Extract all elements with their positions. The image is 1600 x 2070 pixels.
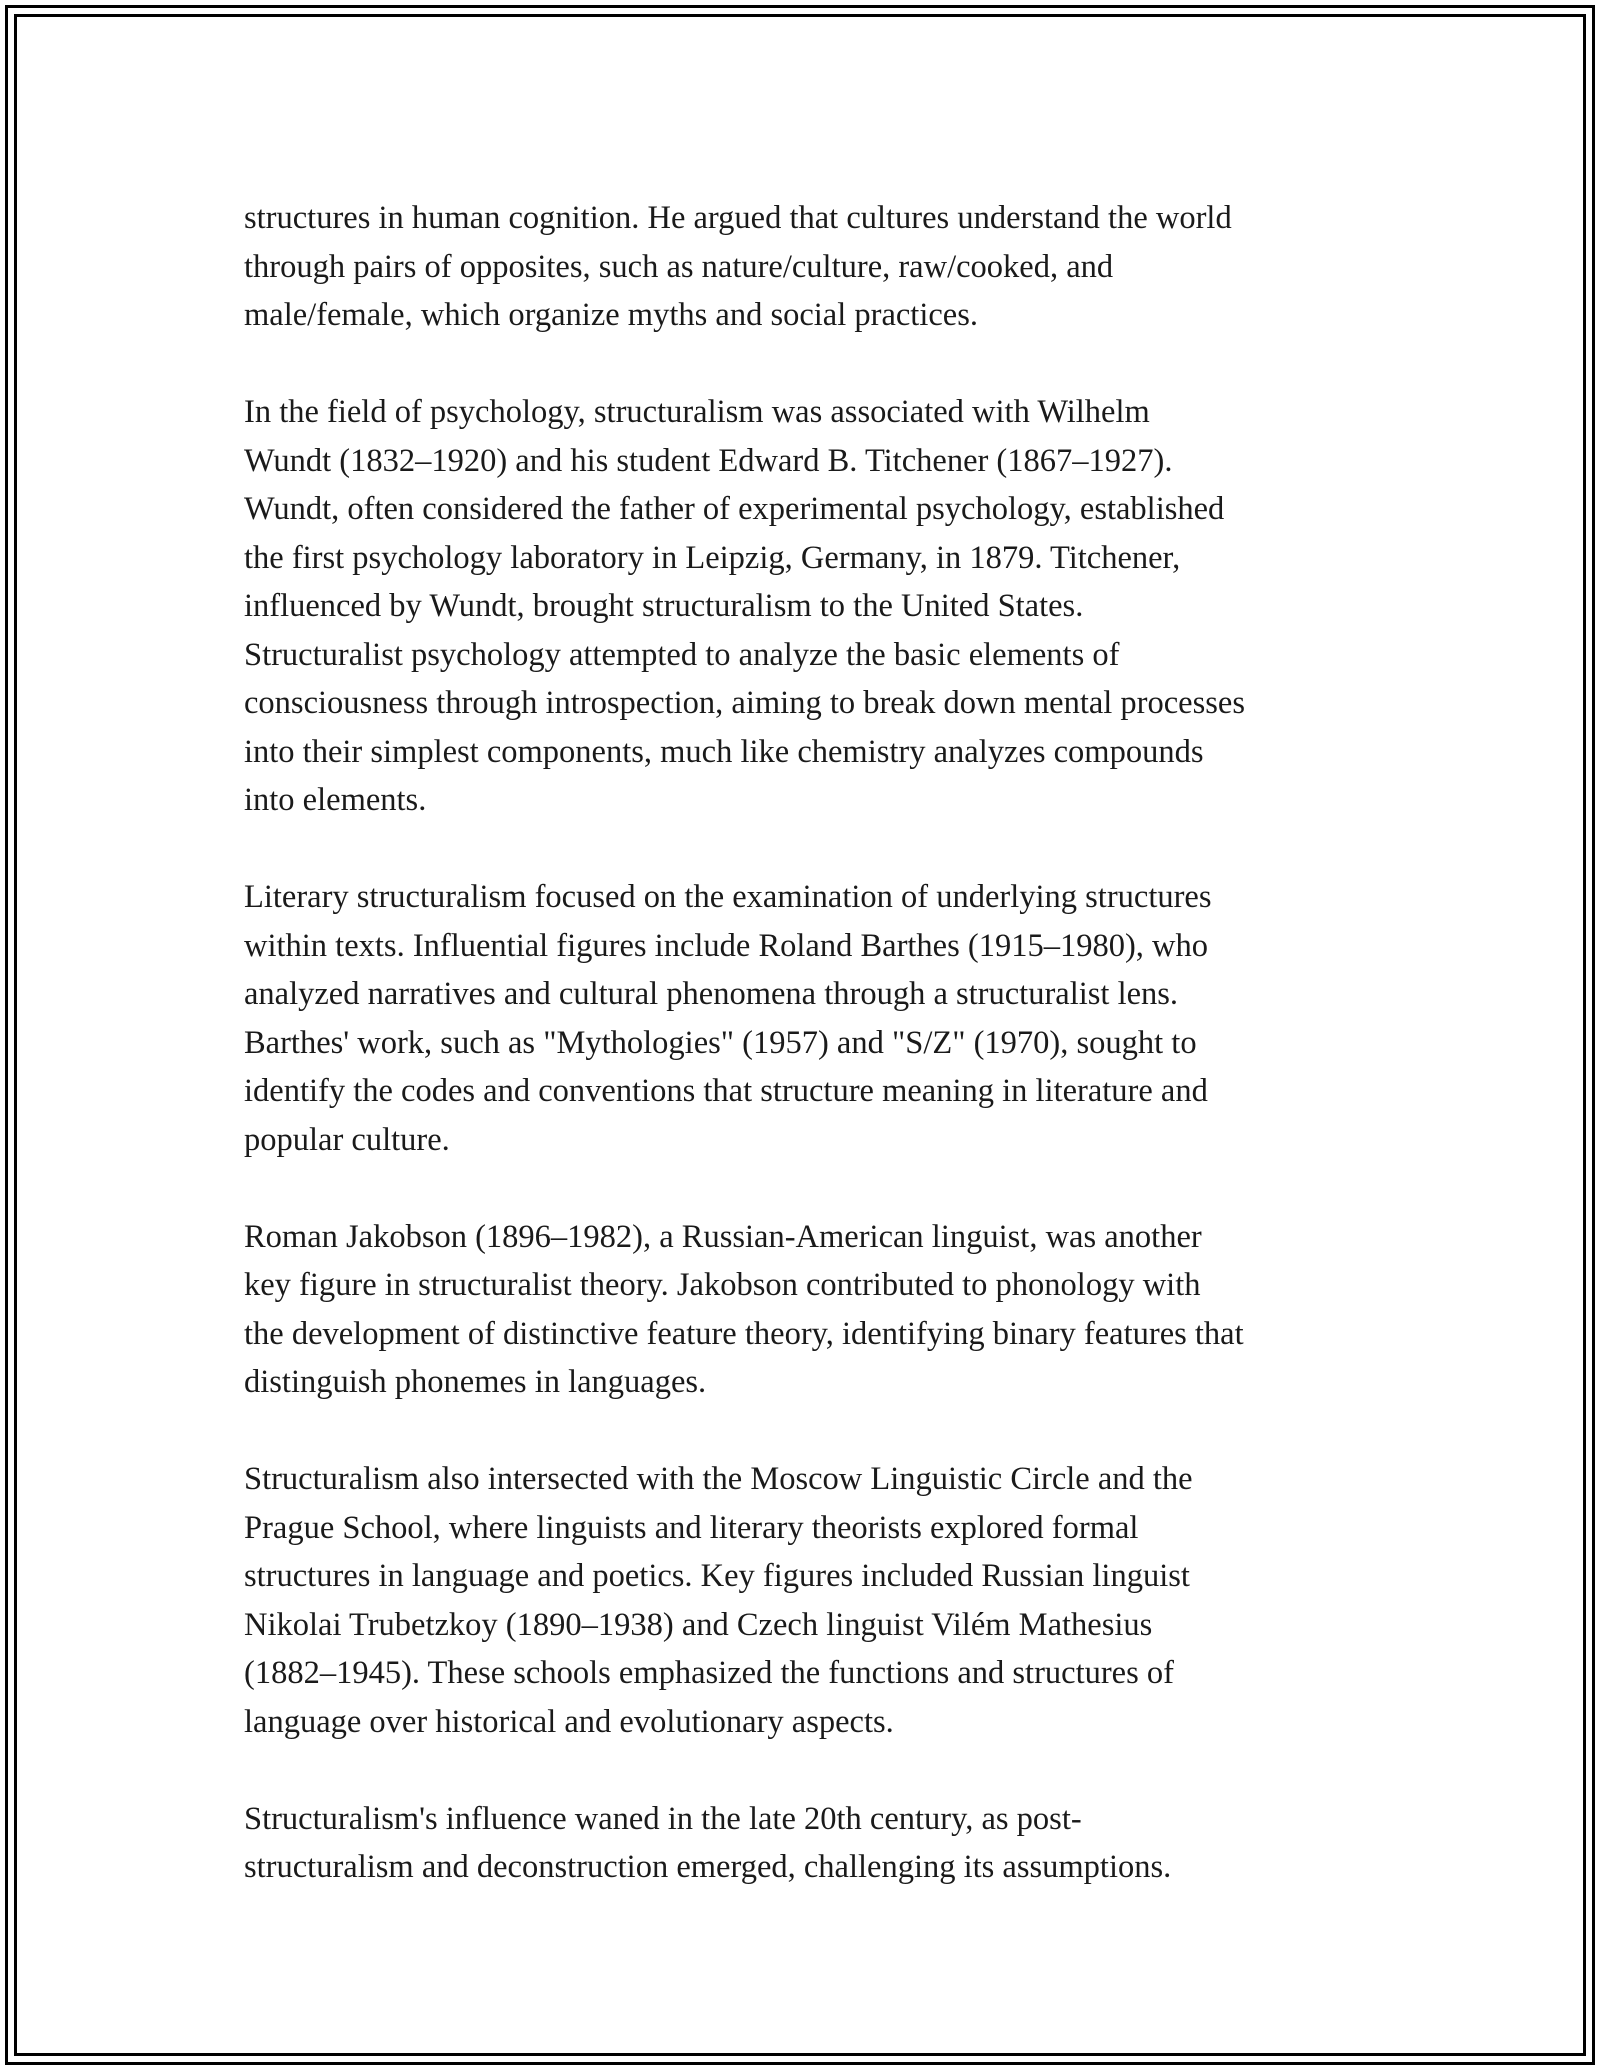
page-border	[5, 5, 1595, 2065]
document-body	[244, 194, 1384, 1892]
paragraph-influence-waned: Structuralism's influence waned in the late 20th century, as post- structuralism and deconstruction emerged, challenging its assumptions.	[244, 1800, 1172, 1885]
paragraph-levi-strauss-continuation: structures in human cognition. He argued that cultures understand the world through pairs of opposites, such as nature/culture, raw/cooked, and male/female, which organize myths and social practices.	[244, 200, 1232, 333]
paragraph-psychology: In the field of psychology, structuralism was associated with Wilhelm Wundt (1832–1920) and his student Edward B. Titchener (1867–1927). Wundt, often considered the father of experimental psychology, established the first psychology laboratory in Leipzig, Germany, in 1879. Titchener, influenced by Wundt, brought structuralism to the United States. Structuralist psychology attempted to analyze the basic elements of consciousness through introspection, aiming to break down mental processes into their simplest components, much like chemistry analyzes compounds into elements.	[244, 394, 1245, 818]
paragraph-moscow-prague: Structuralism also intersected with the Moscow Linguistic Circle and the Prague School, where linguists and literary theorists explored formal structures in language and poetics. Key figures included Russian linguist Nikolai Trubetzkoy (1890–1938) and Czech linguist Vilém Mathesius (1882–1945). These schools emphasized the functions and structures of language over historical and evolutionary aspects.	[244, 1461, 1193, 1740]
paragraph-jakobson: Roman Jakobson (1896–1982), a Russian-American linguist, was another key figure in structuralist theory. Jakobson contributed to phonology with the development of distinctive feature theory, identifying binary features that distinguish phonemes in languages.	[244, 1218, 1244, 1400]
paragraph-literary-structuralism: Literary structuralism focused on the examination of underlying structures within texts. Influential figures include Roland Barthes (1915–1980), who analyzed narratives and cultural phenomena through a structuralist lens. Barthes' work, such as "Mythologies" (1957) and "S/Z" (1970), sought to identify the codes and conventions that structure meaning in literature and popular culture.	[244, 879, 1212, 1158]
